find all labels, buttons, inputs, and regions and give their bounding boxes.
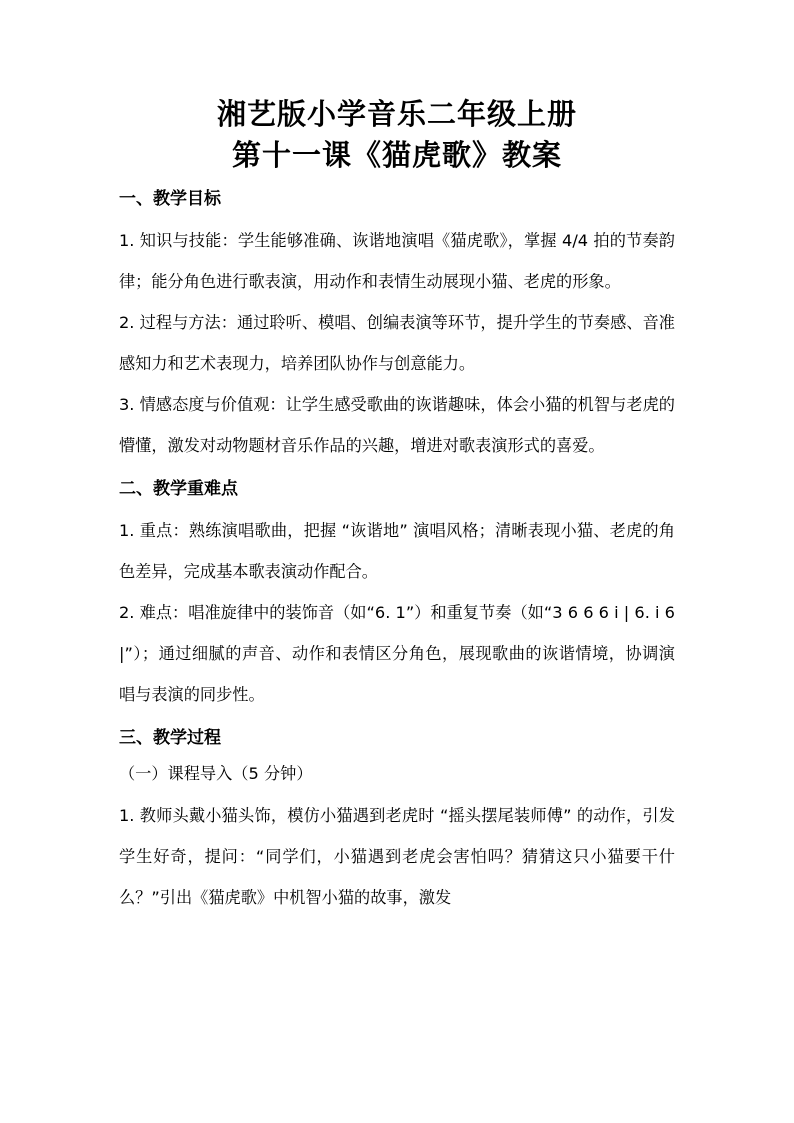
paragraph-key-point: 1. 重点：熟练演唱歌曲，把握 “诙谐地” 演唱风格；清晰表现小猫、老虎的角色差异，完成基本歌表演动作配合。: [119, 521, 675, 581]
paragraph-difficult-point: 2. 难点：唱准旋律中的装饰音（如“6. 1”）和重复节奏（如“3 6 6 6 i | 6. i 6 |”）；通过细腻的声音、动作和表情区分角色，展现歌曲的诙谐情境，协调演唱与表演的同步性。: [119, 603, 675, 704]
section-heading-process: 三、教学过程: [119, 728, 221, 748]
paragraph-objective-1: 1. 知识与技能：学生能够准确、诙谐地演唱《猫虎歌》，掌握 4/4 拍的节奏韵律；能分角色进行歌表演，用动作和表情生动展现小猫、老虎的形象。: [119, 231, 675, 291]
paragraph-objective-3: 3. 情感态度与价值观：让学生感受歌曲的诙谐趣味，体会小猫的机智与老虎的懵懂，激发对动物题材音乐作品的兴趣，增进对歌表演形式的喜爱。: [119, 395, 675, 455]
subsection-heading-intro: （一）课程导入（5 分钟）: [119, 764, 313, 783]
document-title-line1: 湘艺版小学音乐二年级上册: [216, 97, 577, 131]
section-heading-key-points: 二、教学重难点: [119, 479, 238, 499]
document-title-line2: 第十一课《猫虎歌》教案: [231, 138, 562, 172]
paragraph-objective-2: 2. 过程与方法：通过聆听、模唱、创编表演等环节，提升学生的节奏感、音准感知力和艺术表现力，培养团队协作与创意能力。: [119, 313, 675, 373]
paragraph-intro-1: 1. 教师头戴小猫头饰，模仿小猫遇到老虎时 “摇头摆尾装师傅” 的动作，引发学生好奇，提问：“同学们，小猫遇到老虎会害怕吗？猜猜这只小猫要干什么？”引出《猫虎歌》中机智小猫的故事，激发: [119, 806, 675, 907]
section-heading-objectives: 一、教学目标: [119, 189, 221, 209]
